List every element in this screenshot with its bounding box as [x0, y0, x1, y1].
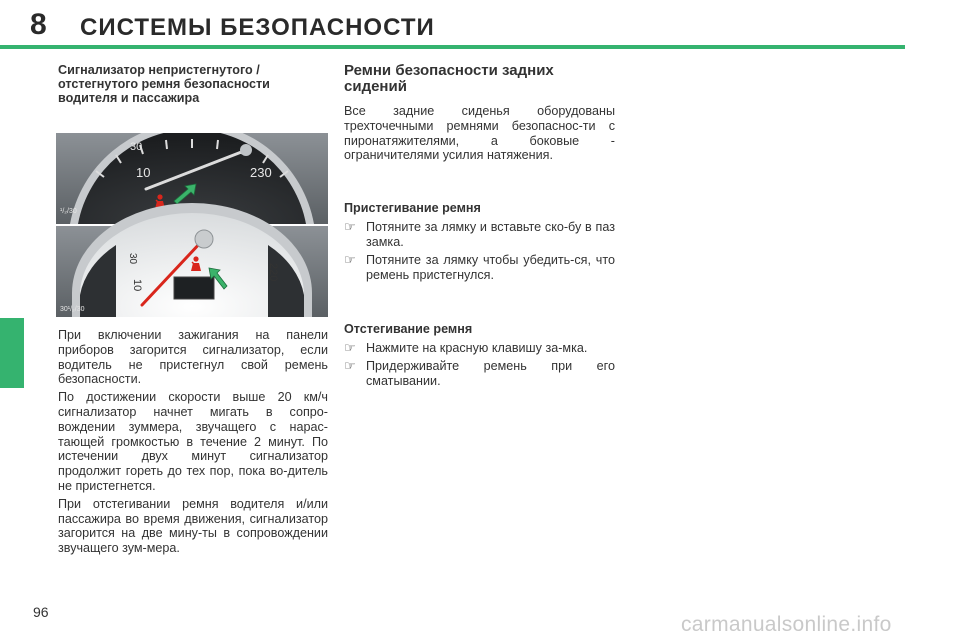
left-paragraph-3: При отстегивании ремня водителя и/или пассажира во время движения, сигнализатор загорится на две мину-ты в сопровождении звучащего зум-мера.: [58, 496, 328, 556]
left-heading-line-1: Сигнализатор непристегнутого /: [58, 63, 260, 77]
header-rule: [0, 45, 905, 49]
unfasten-step-1-text: Нажмите на красную клавишу за-мка.: [366, 341, 588, 356]
hand-pointer-icon: ☞: [344, 251, 356, 267]
unfasten-step-1: [344, 341, 615, 356]
bottom-display: [174, 277, 214, 299]
unfasten-step-2: [344, 359, 615, 389]
hand-pointer-icon: ☞: [344, 219, 356, 235]
unfasten-step-2-text: Придерживайте ремень при его сматывании.: [366, 359, 615, 388]
top-gauge-label-10: 10: [136, 165, 151, 180]
bottom-gauge-label-10: 10: [131, 279, 143, 292]
left-heading-line-2: отстегнутого ремня безопасности: [58, 77, 270, 91]
instrument-cluster-figure: [56, 133, 328, 317]
rear-belts-title: [344, 63, 615, 95]
bottom-gauge-label-30: 30: [127, 253, 138, 265]
fasten-step-2-text: Потяните за лямку чтобы убедить-ся, что ремень пристегнулся.: [366, 252, 615, 282]
page-number: 96: [33, 604, 49, 620]
bottom-needle-hub: [195, 230, 213, 248]
chapter-side-tab: [0, 318, 24, 388]
top-gauge-label-230: 230: [250, 165, 272, 180]
unfasten-heading: Отстегивание ремня: [344, 322, 473, 337]
hand-pointer-icon: ☞: [344, 358, 356, 374]
watermark: carmanualsonline.info: [681, 613, 892, 636]
bottom-gauge-label-220: 220: [267, 263, 279, 282]
rear-belts-intro: Все задние сиденья оборудованы трехточечными ремнями безопаснос-ти с пиронатяжителями, а боковые - ограничителями усилия натяжения.: [344, 104, 615, 163]
left-body: [58, 328, 328, 559]
fasten-step-2: [344, 253, 615, 283]
fasten-heading: Пристегивание ремня: [344, 201, 481, 216]
top-needle-hub: [240, 144, 252, 156]
left-paragraph-2: По достижении скорости выше 20 км/ч сигнализатор начнет мигать в сопро-вождении зуммера, звучащего с нарас-тающей громкостью в течение 2 минут. По истечении двух минут сигнализатор продолжит гореть до тех пор, пока во-дитель не пристегнется.: [58, 390, 328, 493]
left-heading: [58, 63, 328, 105]
hand-pointer-icon: ☞: [344, 340, 356, 356]
left-paragraph-1: При включении зажигания на панели приборов загорится сигнализатор, если водитель не пристегнул свой ремень безопасности.: [58, 328, 328, 387]
rear-belts-title-line-2: сидений: [344, 78, 407, 95]
chapter-number: 8: [30, 8, 47, 41]
top-gauge-label-30: 30: [130, 141, 143, 153]
rear-belts-title-line-1: Ремни безопасности задних: [344, 62, 554, 79]
fasten-step-1-text: Потяните за лямку и вставьте ско-бу в паз замка.: [366, 220, 615, 249]
chapter-title: СИСТЕМЫ БЕЗОПАСНОСТИ: [80, 14, 435, 41]
left-heading-line-3: водителя и пассажира: [58, 91, 200, 105]
right-column: [344, 63, 615, 392]
top-small-label: ¹/₂/30: [60, 208, 77, 215]
left-heading-text: [58, 63, 328, 105]
bottom-small-label: 30¹/₂/30: [60, 306, 85, 313]
instrument-cluster-illustration: [56, 133, 328, 317]
fasten-step-1: [344, 220, 615, 250]
